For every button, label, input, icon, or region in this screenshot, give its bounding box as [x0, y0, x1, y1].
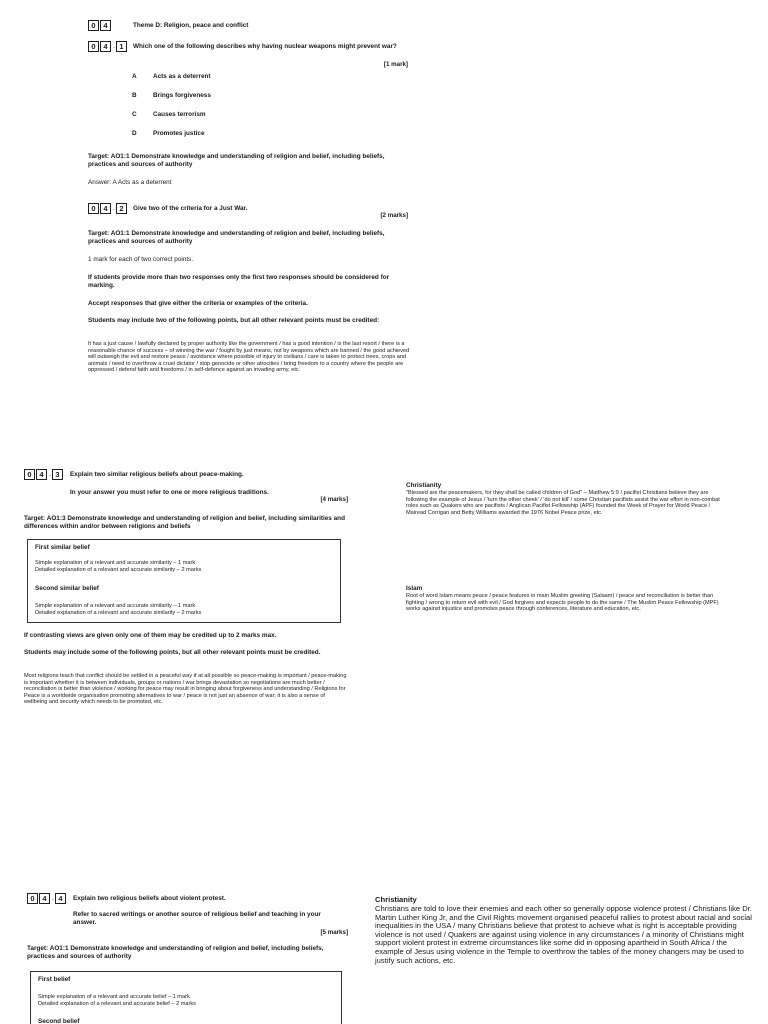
marks-label: [5 marks]: [320, 929, 348, 936]
box-line: Detailed explanation of a relevant and accurate similarity – 2 marks: [35, 567, 202, 573]
question-number-04-4: 0 4 . 4: [27, 893, 67, 904]
marking-rule: If students provide more than two responses only the first two responses should be considered for marking.: [88, 274, 390, 289]
marking-rule: If contrasting views are given only one of them may be credited up to 2 marks max.: [24, 632, 277, 639]
option-letter: A: [132, 73, 137, 80]
answer-text: Answer: A Acts as a deterrent: [88, 179, 172, 186]
marks-label: [4 marks]: [320, 496, 348, 503]
marking-rule: Students may include two of the following points, but all other relevant points must be credited:: [88, 317, 380, 324]
box-line: Detailed explanation of a relevant and accurate similarity – 2 marks: [35, 610, 202, 616]
box-heading: Second belief: [38, 1018, 80, 1024]
indicative-content: It has a just cause / lawfully declared by proper authority like the government / has a good intention / is the last resort / there is a reasonable chance of success – of winning the war / fought by just means, not by weapons which are banned / the good achieved will outweigh the evil and restore peace / avoidance where possible of injury to civilians / care is taken to protect trees, crops and animals / need to overthrow a cruel dictator / stop genocide or other atrocities / bring freedom to a country where the people are oppressed / defend faith and freedoms / in self-defence against an invading army, etc.: [88, 341, 410, 374]
option-text: Promotes justice: [153, 130, 205, 137]
religion-content: "Blessed are the peacemakers, for they shall be called children of God" – Matthew 5:9 / pacifist Christians believe they are following the example of Jesus / 'turn the other cheek' / 'do not kill' / some Christian pacifists assist the war effort in non-combat roles such as Quakers who are pacifists / Anglican Pacifist Fellowship (APF) founded the Week of Prayer for World Peace / Mairead Corrigan and Betty Williams awarded the 1976 Nobel Peace prize, etc.: [406, 490, 720, 516]
question-text: Give two of the criteria for a Just War.: [133, 205, 248, 212]
religion-content: Root of word Islam means peace / peace features in main Muslim greeting (Salaam) / peace and reconciliation is better than fighting / wrong to return evil with evil / God forgives and expects people to do the same / The Muslim Peace Fellowship (MPF) works against injustice and promotes peace through conferences, literature and education, etc.: [406, 593, 719, 613]
marking-rule: Students may include some of the following points, but all other relevant points must be credited.: [24, 649, 321, 656]
assessment-target: Target: AO1:1 Demonstrate knowledge and understanding of religion and belief, including beliefs, practices and sources of authority: [88, 230, 385, 245]
question-number-04-2: 0 4 . 2: [88, 203, 128, 214]
marks-label: [2 marks]: [380, 212, 408, 219]
box-heading: First belief: [38, 976, 71, 983]
question-text: Explain two similar religious beliefs about peace-making.: [70, 471, 244, 478]
question-number-04-3: 0 4 . 3: [24, 469, 64, 480]
religion-heading: Islam: [406, 585, 423, 592]
question-instruction: Refer to sacred writings or another source of religious belief and teaching in your answer.: [73, 911, 321, 926]
assessment-target: Target: AO1:1 Demonstrate knowledge and understanding of religion and belief, including beliefs, practices and sources of authority: [27, 945, 324, 960]
question-instruction: In your answer you must refer to one or more religious traditions.: [70, 489, 269, 496]
option-letter: B: [132, 92, 137, 99]
option-letter: D: [132, 130, 137, 137]
religion-content: Christians are told to love their enemies and each other so generally oppose violence protest / Christians like Dr. Martin Luther King Jr, and the Civil Rights movement organised peaceful rallies to protest about racial and social inequalities in the USA / many Christians believe that protest to achieve what is right is acceptable providing violence is not used / Quakers are against using violence in any circumstances / a minority of Christians might support violent protest in extreme circumstances like some did in opposing apartheid in South Africa / the example of Jesus using violence in the Temple to overthrow the tables of the money changers may be used to justify such actions, etc.: [375, 904, 752, 965]
box-line: Simple explanation of a relevant and accurate similarity – 1 mark: [35, 603, 196, 609]
option-text: Brings forgiveness: [153, 92, 211, 99]
mark-scheme-text: 1 mark for each of two correct points.: [88, 256, 194, 263]
religion-heading: Christianity: [375, 895, 417, 904]
question-number-04-1: 0 4 . 1: [88, 41, 128, 52]
box-line: Detailed explanation of a relevant and accurate belief – 2 marks: [38, 1001, 196, 1007]
marks-label: [1 mark]: [383, 61, 408, 68]
mark-scheme-box: [30, 971, 342, 1024]
assessment-target: Target: AO1:3 Demonstrate knowledge and understanding of religion and belief, including similarities and differences within and/or between religions and beliefs: [24, 515, 345, 530]
marking-rule: Accept responses that give either the criteria or examples of the criteria.: [88, 300, 308, 307]
question-number-04: 0 4: [88, 20, 112, 31]
religion-heading: Christianity: [406, 482, 442, 489]
question-text: Explain two religious beliefs about violent protest.: [73, 895, 226, 902]
box-heading: Second similar belief: [35, 585, 99, 592]
box-heading: First similar belief: [35, 544, 90, 551]
option-text: Acts as a deterrent: [153, 73, 211, 80]
indicative-content: Most religions teach that conflict should be settled in a peaceful way if at all possible so peace-making is important / peace-making is important whether it is between individuals, groups or nations / war brings devastation so negotiations are much better / reconciliation is better than violence / working for peace may result in bringing about forgiveness and understanding / Religions for Peace is a worldwide organisation promoting alternatives to war / peace is not just an absence of war; it is also a sense of wellbeing and security which needs to be promoted, etc.: [24, 673, 347, 706]
box-line: Simple explanation of a relevant and accurate belief – 1 mark: [38, 994, 190, 1000]
mark-scheme-box: [27, 539, 341, 623]
assessment-target: Target: AO1:1 Demonstrate knowledge and understanding of religion and belief, including beliefs, practices and sources of authority: [88, 153, 385, 168]
box-line: Simple explanation of a relevant and accurate similarity – 1 mark: [35, 560, 196, 566]
option-letter: C: [132, 111, 137, 118]
option-text: Causes terrorism: [153, 111, 206, 118]
theme-title: Theme D: Religion, peace and conflict: [133, 22, 249, 29]
question-text: Which one of the following describes why having nuclear weapons might prevent war?: [133, 43, 397, 50]
